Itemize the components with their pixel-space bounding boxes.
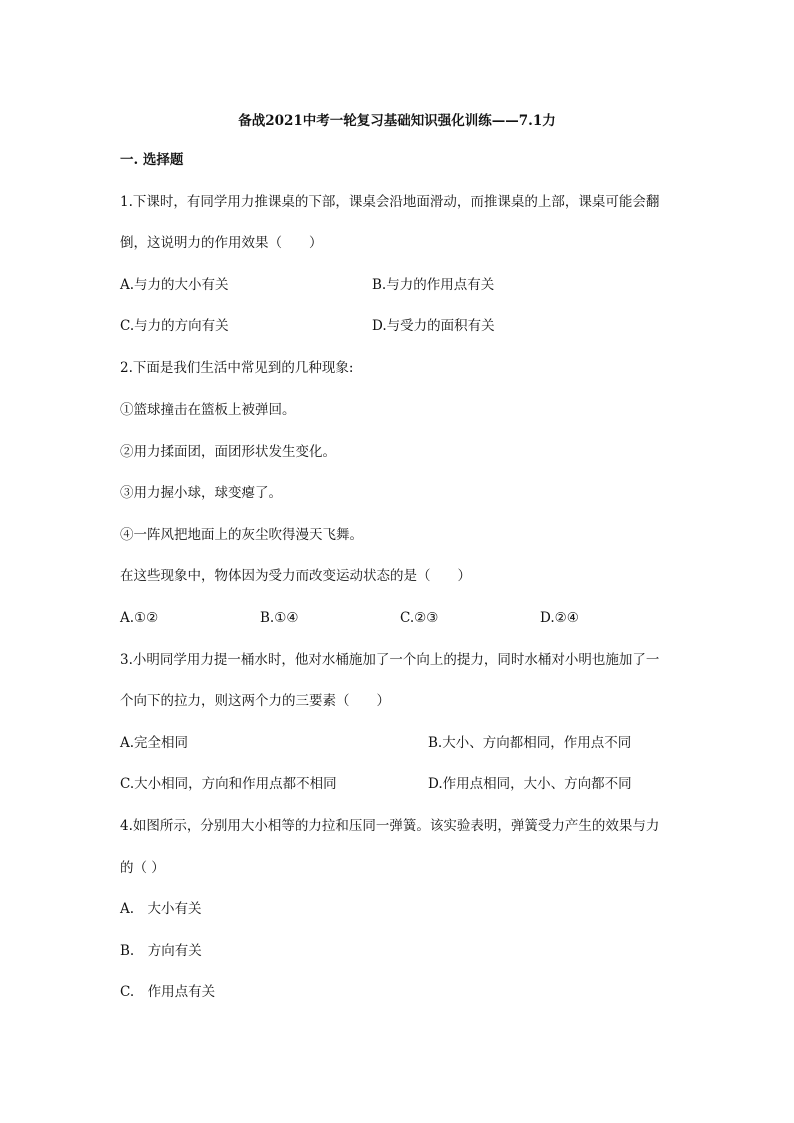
document-title: 备战2021中考一轮复习基础知识强化训练——7.1力 [238, 113, 556, 129]
q2-item-3: ③用力握小球，球变瘪了。 [120, 485, 282, 501]
q1-option-d: D.与受力的面积有关 [372, 318, 495, 334]
q4-stem-line1: 4.如图所示，分别用大小相等的力拉和压同一弹簧。该实验表明，弹簧受力产生的效果与力 [120, 818, 660, 834]
q2-option-d: D.②④ [540, 610, 579, 626]
q2-option-c: C.②③ [400, 610, 439, 626]
q2-stem: 2.下面是我们生活中常见到的几种现象: [120, 360, 354, 376]
q3-option-c: C.大小相同，方向和作用点都不相同 [120, 776, 337, 792]
q4-option-c: C. 作用点有关 [120, 984, 216, 1000]
q2-option-b: B.①④ [260, 610, 299, 626]
section-heading: 一. 选择题 [120, 152, 184, 168]
q2-item-4: ④一阵风把地面上的灰尘吹得漫天飞舞。 [120, 527, 363, 543]
q3-stem-line2: 个向下的拉力，则这两个力的三要素（ ） [120, 693, 390, 709]
q2-item-2: ②用力揉面团，面团形状发生变化。 [120, 444, 336, 460]
q4-option-b: B. 方向有关 [120, 943, 202, 959]
q1-option-a: A.与力的大小有关 [120, 277, 229, 293]
q1-stem-line1: 1.下课时，有同学用力推课桌的下部，课桌会沿地面滑动，而推课桌的上部，课桌可能会翻 [120, 194, 660, 210]
q1-option-b: B.与力的作用点有关 [372, 277, 495, 293]
q3-stem-line1: 3.小明同学用力提一桶水时，他对水桶施加了一个向上的提力，同时水桶对小明也施加了一 [120, 652, 660, 668]
q4-stem-line2: 的（ ） [120, 860, 165, 876]
q2-item-1: ①篮球撞击在篮板上被弹回。 [120, 402, 296, 418]
q3-option-d: D.作用点相同，大小、方向都不同 [428, 776, 632, 792]
q1-stem-line2: 倒，这说明力的作用效果（ ） [120, 235, 323, 251]
q3-option-b: B.大小、方向都相同，作用点不同 [428, 735, 632, 751]
q2-option-a: A.①② [120, 610, 159, 626]
q1-option-c: C.与力的方向有关 [120, 318, 229, 334]
q3-option-a: A.完全相同 [120, 735, 189, 751]
q2-question: 在这些现象中，物体因为受力而改变运动状态的是（ ） [120, 568, 471, 584]
q4-option-a: A. 大小有关 [120, 901, 202, 917]
